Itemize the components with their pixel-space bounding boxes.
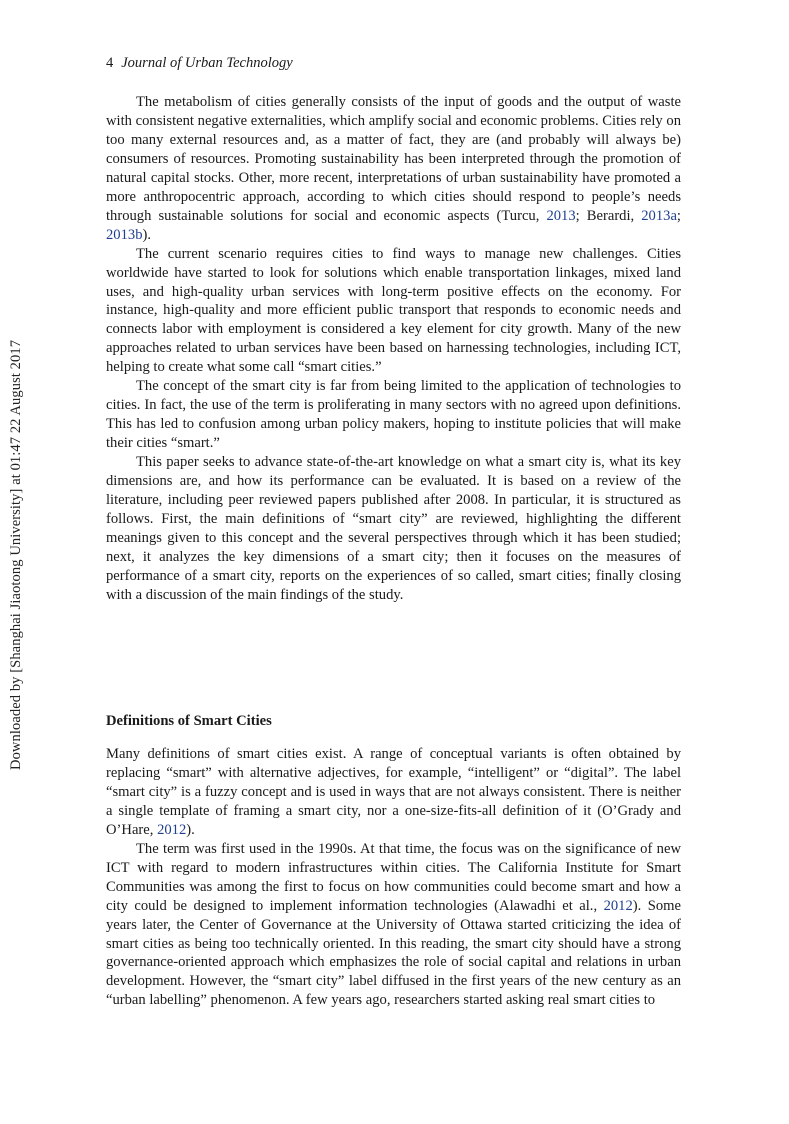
definitions-text: [106, 745, 681, 1010]
watermark-text: Downloaded by [Shanghai Jiaotong University] at 01:47 22 August 2017: [8, 339, 24, 770]
paragraph-text: ).: [186, 821, 195, 838]
intro-text: [106, 93, 681, 605]
download-watermark: [8, 330, 22, 770]
paragraph-scenario: The current scenario requires cities to find ways to manage new challenges. Cities worldwide have started to look for solutions which enable transportation linkages, mixed land uses, and high-quality urban services with long-term positive effects on the economy. For instance, high-quality and more efficient public transport that responds to economic needs and connects labor with employment is considered a key element for city growth. Many of the new approaches related to urban services have been based on harnessing technologies, including ICT, helping to create what some call “smart cities.”: [106, 245, 681, 376]
journal-title: Journal of Urban Technology: [121, 55, 293, 71]
paragraph-text: ).: [142, 226, 151, 243]
citation-link[interactable]: 2012: [603, 897, 633, 914]
page-number: 4: [106, 55, 114, 71]
running-head: [106, 55, 293, 72]
citation-link[interactable]: 2013: [546, 207, 576, 224]
paragraph-text: Many definitions of smart cities exist. A range of conceptual variants is often obtained by replacing “smart” with alternative adjectives, for example, “intelligent” or “digital”. The label “smart city” is a fuzzy concept and is used in ways that are not always consistent. There is neither a single template of framing a smart city, nor a one-size-fits-all definition of it (O’Grady and O’Hare,: [106, 746, 681, 838]
paragraph-paper-aim: This paper seeks to advance state-of-the-art knowledge on what a smart city is, what its key dimensions are, and how its performance can be evaluated. It is based on a review of the literature, including peer reviewed papers published after 2008. In particular, it is structured as follows. First, the main definitions of “smart city” are reviewed, highlighting the different meanings given to this concept and the several perspectives through which it has been studied; next, it analyzes the key dimensions of a smart city; then it focuses on the measures of performance of a smart city, reports on the experiences of so called, smart cities; finally closing with a discussion of the main findings of the study.: [106, 454, 681, 603]
citation-link[interactable]: 2012: [157, 821, 187, 838]
paragraph-text: ;: [676, 207, 681, 224]
paragraph-metabolism: [106, 93, 681, 245]
paragraph-text: ; Berardi,: [575, 207, 642, 224]
paragraph-text: The metabolism of cities generally consists of the input of goods and the output of waste with consistent negative externalities, which amplify social and economic problems. Cities rely on too many external resources and, as a matter of fact, they are (and probably will always be) consumers of resources. Promoting sustainability has been interpreted through the promotion of natural capital stocks. Other, more recent, interpretations of urban sustainability have promoted a more anthropocentric approach, according to which cities should respond to people’s needs through sustainable solutions for social and economic aspects (Turcu,: [106, 94, 681, 224]
paragraph-history: [106, 840, 681, 1011]
citation-link[interactable]: 2013b: [106, 226, 143, 243]
paragraph-definitions: [106, 745, 681, 840]
citation-link[interactable]: 2013a: [641, 207, 677, 224]
paragraph-text: The term was first used in the 1990s. At that time, the focus was on the significance of new ICT with regard to modern infrastructures within cities. The California Institute for Smart Communities was among the first to focus on how communities could become smart and how a city could be designed to implement information technologies (Alawadhi et al.,: [106, 840, 681, 914]
section-heading: Definitions of Smart Cities: [106, 713, 272, 729]
paragraph-text: ). Some years later, the Center of Governance at the University of Ottawa started criticizing the idea of smart cities as being too technically oriented. In this reading, the smart city should have a strong governance-oriented approach which emphasizes the role of social capital and relations in urban development. However, the “smart city” label diffused in the first years of the new century as an “urban labelling” phenomenon. A few years ago, researchers started asking real smart cities to: [106, 897, 681, 1009]
paragraph-concept: The concept of the smart city is far from being limited to the application of technologies to cities. In fact, the use of the term is proliferating in many sectors with no agreed upon definitions. This has led to confusion among urban policy makers, hoping to institute policies that will make their cities “smart.”: [106, 378, 681, 452]
